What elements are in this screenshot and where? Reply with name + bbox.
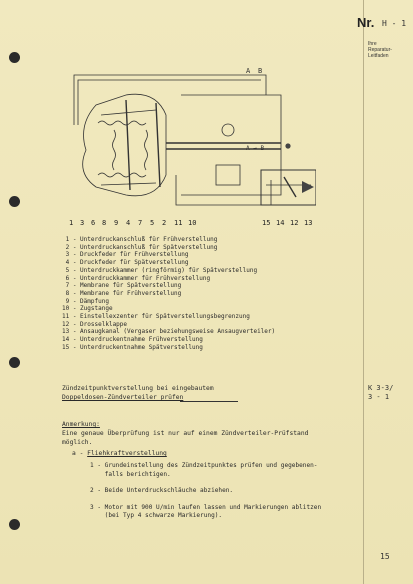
callout-number: 15: [262, 219, 271, 227]
procedure-steps: [90, 462, 360, 529]
legend-item: 15 - Unterdruckentnahme Spätverstellung: [62, 343, 203, 351]
margin-rule: [363, 0, 364, 584]
diagram-label-a: A: [246, 67, 251, 75]
section-title-line: Zündzeitpunktverstellung bei eingebautem: [62, 385, 214, 392]
binder-hole: [9, 196, 20, 207]
page-header-label: Nr.: [357, 15, 375, 30]
section-title-line: Doppeldosen-Zündverteiler prüfen: [62, 394, 184, 401]
cross-reference: [368, 384, 393, 402]
callout-number: 9: [114, 219, 119, 227]
diagram-label-b: B: [258, 67, 263, 75]
legend-item: 12 - Drosselklappe: [62, 320, 128, 328]
title-underline: [180, 401, 238, 402]
subsection-title: Fliehkraftverstellung: [87, 450, 167, 457]
callout-number: 12: [290, 219, 299, 227]
cross-reference-line: K 3-3/: [368, 384, 394, 392]
callout-number: 13: [304, 219, 313, 227]
page-header-section: H - 1: [382, 19, 407, 28]
subsection-heading: [72, 450, 167, 457]
callout-number: 11: [174, 219, 183, 227]
callout-number: 4: [126, 219, 131, 227]
side-label-line: Leitfaden: [368, 53, 389, 59]
legend-item: 11 - Einstellexzenter für Spätverstellungsbegrenzung: [62, 313, 250, 321]
binder-hole: [9, 519, 20, 530]
binder-hole: [9, 357, 20, 368]
legend-item: 5 - Unterdruckkammer (ringförmig) für Spätverstellung: [62, 266, 258, 274]
note-heading: Anmerkung:: [62, 421, 100, 428]
legend-item: 1 - Unterdruckanschluß für Frühverstellung: [62, 236, 218, 243]
side-label-line: Ihre: [368, 41, 377, 47]
procedure-step: 1 - Grundeinstellung des Zündzeitpunktes prüfen und gegebenen- falls berichtigen.: [90, 462, 318, 478]
note-text: möglich.: [62, 439, 93, 446]
cross-reference-line: 3 - 1: [368, 393, 390, 401]
legend-item: 13 - Ansaugkanal (Vergaser beziehungsweise Ansaugverteiler): [62, 328, 276, 336]
section-title: [62, 384, 214, 402]
callout-number: 5: [150, 219, 155, 227]
legend-item: 10 - Zugstange: [62, 305, 113, 313]
parts-legend: [62, 236, 275, 352]
note-text: Eine genaue Überprüfung ist nur auf einem Zündverteiler-Prüfstand: [62, 430, 309, 437]
callout-number: 7: [138, 219, 143, 227]
legend-item: 6 - Unterdruckkammer für Frühverstellung: [62, 274, 211, 282]
procedure-step: 3 - Motor mit 900 U/min laufen lassen und Markierungen ablitzen (bei Typ 4 schwarze Markierung).: [90, 503, 322, 520]
distributor-diagram: [56, 55, 316, 215]
legend-item: 3 - Druckfeder für Frühverstellung: [62, 251, 189, 259]
callout-number: 3: [80, 219, 85, 227]
side-label-line: Reparatur-: [368, 47, 392, 53]
binder-hole: [9, 52, 20, 63]
legend-item: 2 - Unterdruckanschluß für Spätverstellung: [62, 243, 218, 251]
legend-item: 9 - Dämpfung: [62, 297, 109, 305]
legend-item: 14 - Unterdruckentnahme Frühverstellung: [62, 336, 203, 344]
callout-number: 8: [102, 219, 107, 227]
note-block: [62, 420, 308, 447]
legend-item: 7 - Membrane für Spätverstellung: [62, 282, 182, 290]
legend-item: 8 - Membrane für Frühverstellung: [62, 289, 182, 297]
side-label: [368, 41, 392, 59]
callout-number: 6: [91, 219, 96, 227]
callout-number: 2: [162, 219, 167, 227]
legend-item: 4 - Druckfeder für Spätverstellung: [62, 259, 189, 267]
callout-number: 14: [276, 219, 285, 227]
procedure-step: 2 - Beide Unterdruckschläuche abziehen.: [90, 487, 234, 495]
callout-number: 1: [69, 219, 74, 227]
diagram-arrow-label: A → B: [246, 145, 265, 152]
subsection-prefix: a -: [72, 450, 88, 457]
page-number: 15: [380, 552, 390, 561]
callout-number: 10: [188, 219, 197, 227]
